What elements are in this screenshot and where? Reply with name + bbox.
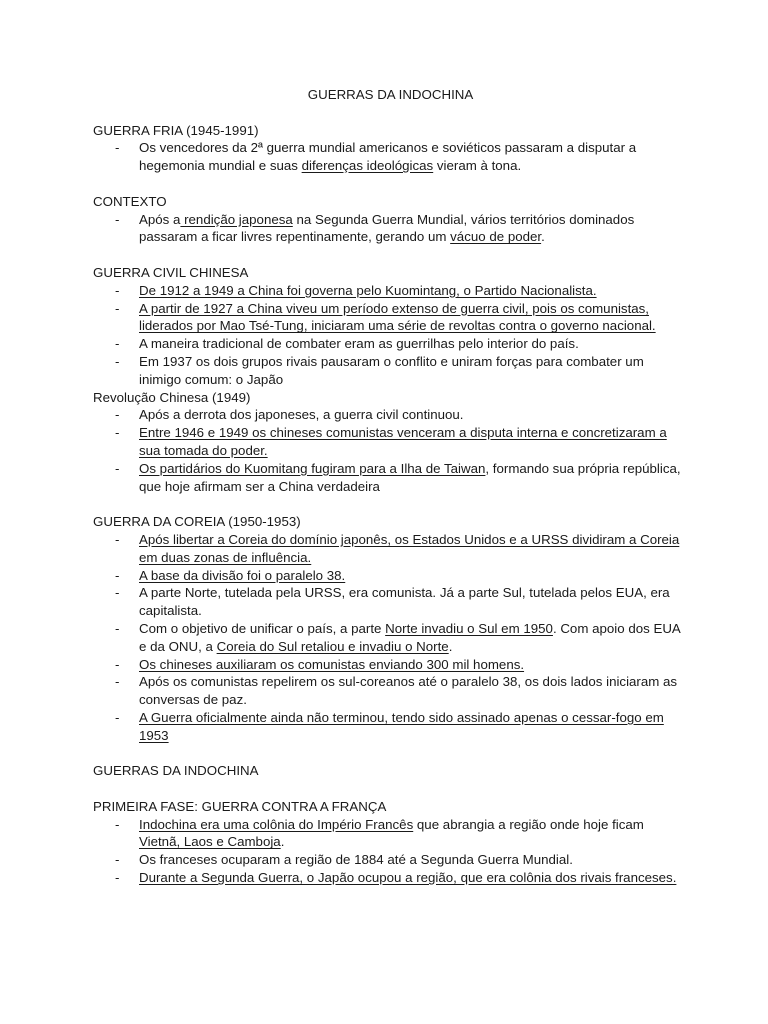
underlined-text: Os chineses auxiliaram os comunistas enviando 300 mil homens. (139, 656, 525, 672)
bullet-dash: - (115, 567, 120, 583)
bullet-dash: - (115, 620, 120, 636)
text-run: que abrangia a região onde hoje ficam (413, 816, 644, 832)
text-run: Após os comunistas repelirem os sul-coreanos até o paralelo 38, os dois lados iniciaram as conversas de paz. (139, 674, 678, 708)
underlined-text: rendição japonesa (180, 211, 293, 227)
list-item (93, 851, 688, 869)
underlined-text: Norte invadiu o Sul em 1950 (385, 620, 553, 636)
bullet-dash: - (115, 585, 120, 601)
bullet-dash: - (115, 407, 120, 423)
section (93, 762, 688, 780)
bullet-dash: - (115, 211, 120, 227)
underlined-text: Os partidários do Kuomitang fugiram para a Ilha de Taiwan (139, 460, 486, 476)
section-heading: GUERRA FRIA (1945-1991) (93, 122, 259, 138)
underlined-text: diferenças ideológicas (301, 158, 434, 174)
bullet-dash: - (115, 282, 120, 298)
list-item (93, 300, 688, 336)
list-item (93, 282, 688, 300)
text-run: vieram à tona. (433, 158, 522, 174)
bullet-dash: - (115, 870, 120, 886)
list-item (93, 673, 688, 709)
list-item (93, 460, 688, 496)
underlined-text: A base da divisão foi o paralelo 38. (139, 567, 346, 583)
section (93, 513, 688, 744)
bullet-dash: - (115, 425, 120, 441)
bullet-dash: - (115, 336, 120, 352)
bullet-list (93, 816, 688, 887)
bullet-dash: - (115, 852, 120, 868)
section-heading: Revolução Chinesa (1949) (93, 389, 251, 405)
section-heading: PRIMEIRA FASE: GUERRA CONTRA A FRANÇA (93, 798, 387, 814)
document-body (93, 122, 688, 887)
document-title: GUERRAS DA INDOCHINA (307, 87, 474, 102)
underlined-text: Após libertar a Coreia do domínio japonês, os Estados Unidos e a URSS dividiram a Coreia em duas zonas de influência. (139, 531, 680, 565)
list-item (93, 139, 688, 175)
underlined-text: Durante a Segunda Guerra, o Japão ocupou a região, que era colônia dos rivais franceses. (139, 870, 677, 886)
bullet-dash: - (115, 674, 120, 690)
underlined-text: Coreia do Sul retaliou e invadiu o Norte (216, 638, 449, 654)
list-item (93, 406, 688, 424)
list-item (93, 211, 688, 247)
list-item (93, 584, 688, 620)
list-item (93, 709, 688, 745)
underlined-text: A Guerra oficialmente ainda não terminou, tendo sido assinado apenas o cessar-fogo em 1953 (139, 709, 664, 743)
bullet-dash: - (115, 816, 120, 832)
underlined-text: Vietnã, Laos e Camboja (139, 834, 281, 850)
section-heading: GUERRAS DA INDOCHINA (93, 763, 259, 779)
text-run: . Com apoio dos EUA e da ONU, a (139, 620, 681, 654)
underlined-text: Entre 1946 e 1949 os chineses comunistas venceram a disputa interna e concretizaram a sua tomada do poder. (139, 425, 667, 458)
text-run: Em 1937 os dois grupos rivais pausaram o conflito e uniram forças para combater um inimigo comum: o Japão (139, 353, 644, 387)
list-item (93, 869, 688, 887)
list-item (93, 424, 688, 460)
section-heading: CONTEXTO (93, 193, 167, 209)
underlined-text: A partir de 1927 a China viveu um período extenso de guerra civil, pois os comunistas, liderados por Mao Tsé-Tung, iniciaram uma série de revoltas contra o governo nacional. (139, 300, 656, 334)
list-item (93, 531, 688, 567)
text-run: na Segunda Guerra Mundial, vários territórios dominados passaram a ficar livres repentinamente, gerando um (139, 211, 635, 245)
text-run: Os vencedores da 2ª guerra mundial americanos e soviéticos passaram a disputar a hegemonia mundial e suas (139, 140, 637, 174)
section (93, 264, 688, 389)
bullet-list (93, 531, 688, 745)
bullet-dash: - (115, 460, 120, 476)
bullet-dash: - (115, 709, 120, 725)
bullet-dash: - (115, 300, 120, 316)
text-run: . (280, 834, 285, 850)
list-item (93, 335, 688, 353)
text-run: A maneira tradicional de combater eram as guerrilhas pelo interior do país. (139, 336, 579, 352)
section-heading: GUERRA DA COREIA (1950-1953) (93, 514, 301, 530)
text-run: Após a derrota dos japoneses, a guerra civil continuou. (139, 407, 464, 423)
section (93, 798, 688, 887)
section (93, 122, 688, 175)
list-item (93, 816, 688, 852)
section (93, 389, 688, 496)
list-item (93, 353, 688, 389)
bullet-list (93, 139, 688, 175)
text-run: Com o objetivo de unificar o país, a parte (139, 620, 386, 636)
text-run: A parte Norte, tutelada pela URSS, era comunista. Já a parte Sul, tutelada pelos EUA, era capitalista. (139, 585, 670, 619)
list-item (93, 656, 688, 674)
text-run: Após a (139, 211, 181, 227)
underlined-text: De 1912 a 1949 a China foi governa pelo Kuomintang, o Partido Nacionalista. (139, 282, 597, 298)
bullet-list (93, 211, 688, 247)
list-item (93, 567, 688, 585)
section-heading: GUERRA CIVIL CHINESA (93, 264, 249, 280)
section (93, 193, 688, 246)
text-run: Os franceses ocuparam a região de 1884 até a Segunda Guerra Mundial. (139, 852, 573, 868)
underlined-text: Indochina era uma colônia do Império Francês (139, 816, 414, 832)
underlined-text: vácuo de poder (450, 229, 542, 245)
list-item (93, 620, 688, 656)
bullet-dash: - (115, 656, 120, 672)
text-run: . (448, 638, 453, 654)
text-run: . (541, 229, 545, 245)
bullet-dash: - (115, 531, 120, 547)
text-run: , formando sua própria república, que hoje afirmam ser a China verdadeira (139, 460, 681, 494)
bullet-dash: - (115, 140, 120, 156)
bullet-list (93, 406, 688, 495)
bullet-list (93, 282, 688, 389)
bullet-dash: - (115, 353, 120, 369)
